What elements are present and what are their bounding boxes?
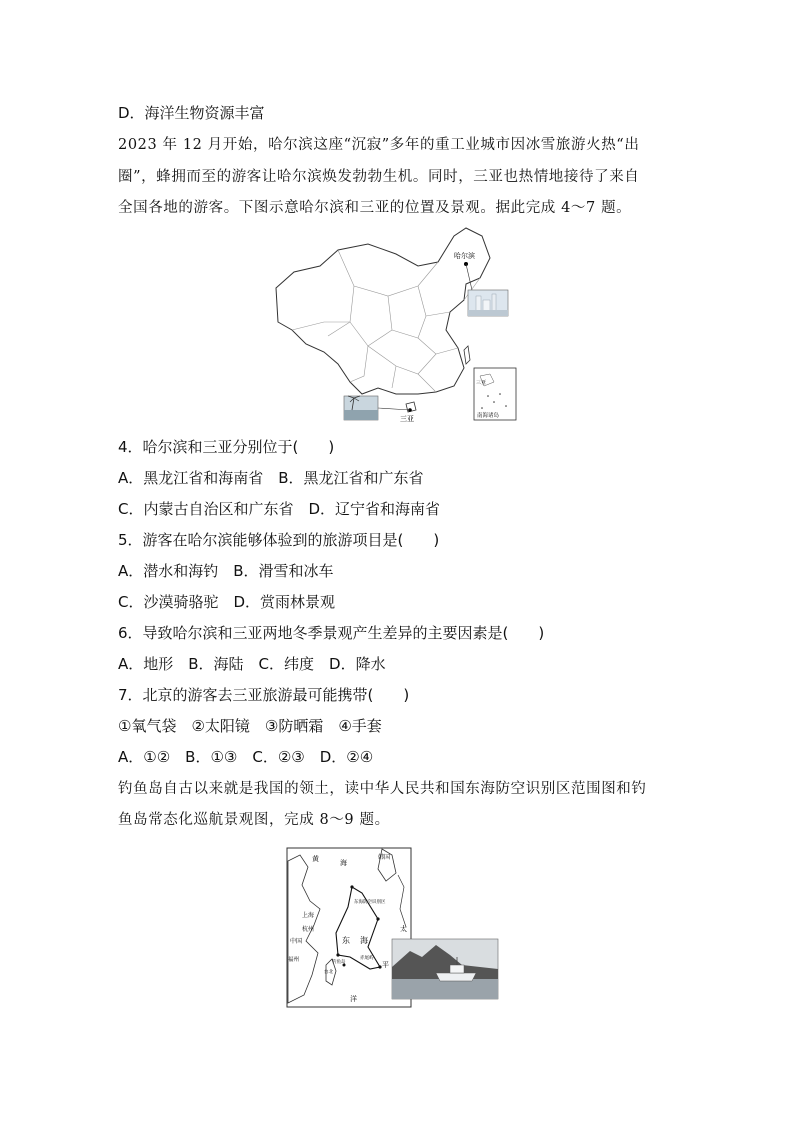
south-china-sea-inset (474, 368, 516, 420)
harbin-label: 哈尔滨 (454, 252, 475, 260)
question-7-items: ①氧气袋 ②太阳镜 ③防晒霜 ④手套 (118, 717, 382, 735)
label-chiweiyu: 赤尾屿 (360, 956, 374, 961)
passage-1-line-3: 全国各地的游客。下图示意哈尔滨和三亚的位置及景观。据此完成 4～7 题。 (118, 200, 632, 216)
label-adiz: 东海防空识别区 (354, 900, 386, 905)
label-shanghai: 上海 (302, 912, 315, 919)
question-5-options-ab: A．潜水和海钓 B．滑雪和冰车 (118, 562, 334, 580)
label-huang: 黄 (312, 855, 319, 863)
label-fuzhou: 福州 (288, 957, 300, 963)
patrol-ship-photo (392, 939, 498, 999)
sanya-leader-line (378, 408, 410, 410)
label-hangzhou: 杭州 (302, 926, 315, 933)
label-east: 东 (342, 936, 350, 945)
label-china: 中国 (290, 938, 303, 945)
question-6: 6．导致哈尔滨和三亚两地冬季景观产生差异的主要因素是( ) (118, 624, 545, 642)
east-china-sea-adiz-figure (286, 847, 500, 1009)
question-5-options-cd: C．沙漠骑骆驼 D．赏雨林景观 (118, 593, 336, 611)
harbin-ice-photo (468, 290, 508, 316)
passage-1-line-1: 2023 年 12 月开始，哈尔滨这座“沉寂”多年的重工业城市因冰雪旅游火热“出 (118, 137, 640, 153)
inset-label: 南海诸岛 (477, 413, 500, 419)
question-7-options: A．①② B．①③ C．②③ D．②④ (118, 748, 374, 766)
china-map-figure (268, 226, 520, 422)
inset-sanya-label: 三亚 (476, 380, 487, 386)
label-hai-top: 海 (340, 859, 347, 867)
question-5: 5．游客在哈尔滨能够体验到的旅游项目是( ) (118, 531, 440, 549)
taiwan-island (464, 346, 470, 364)
option-d-line: D．海洋生物资源丰富 (118, 104, 265, 122)
label-ping: 平 (382, 961, 389, 969)
question-4-options-cd: C．内蒙古自治区和广东省 D．辽宁省和海南省 (118, 500, 441, 518)
passage-2-line-1: 钓鱼岛自古以来就是我国的领土，读中华人民共和国东海防空识别区范围图和钓 (118, 781, 647, 797)
question-4: 4．哈尔滨和三亚分别位于( ) (118, 438, 335, 456)
label-yang: 洋 (350, 995, 357, 1003)
label-hai-mid: 海 (360, 936, 368, 945)
passage-1-line-2: 圈”，蜂拥而至的游客让哈尔滨焕发勃勃生机。同时，三亚也热情地接待了来自 (118, 169, 640, 185)
label-taibei: 台北 (324, 970, 333, 975)
question-4-options-ab: A．黑龙江省和海南省 B．黑龙江省和广东省 (118, 469, 424, 487)
label-diaoyu: 钓鱼岛 (332, 960, 346, 965)
passage-2-line-2: 鱼岛常态化巡航景观图，完成 8～9 题。 (118, 812, 390, 828)
label-tai: 太 (400, 925, 407, 933)
sanya-beach-photo (344, 396, 378, 420)
question-6-options: A．地形 B．海陆 C．纬度 D．降水 (118, 655, 386, 673)
label-korea: 韩国 (378, 854, 391, 861)
question-7: 7．北京的游客去三亚旅游最可能携带( ) (118, 686, 410, 704)
sanya-label: 三亚 (400, 415, 414, 422)
